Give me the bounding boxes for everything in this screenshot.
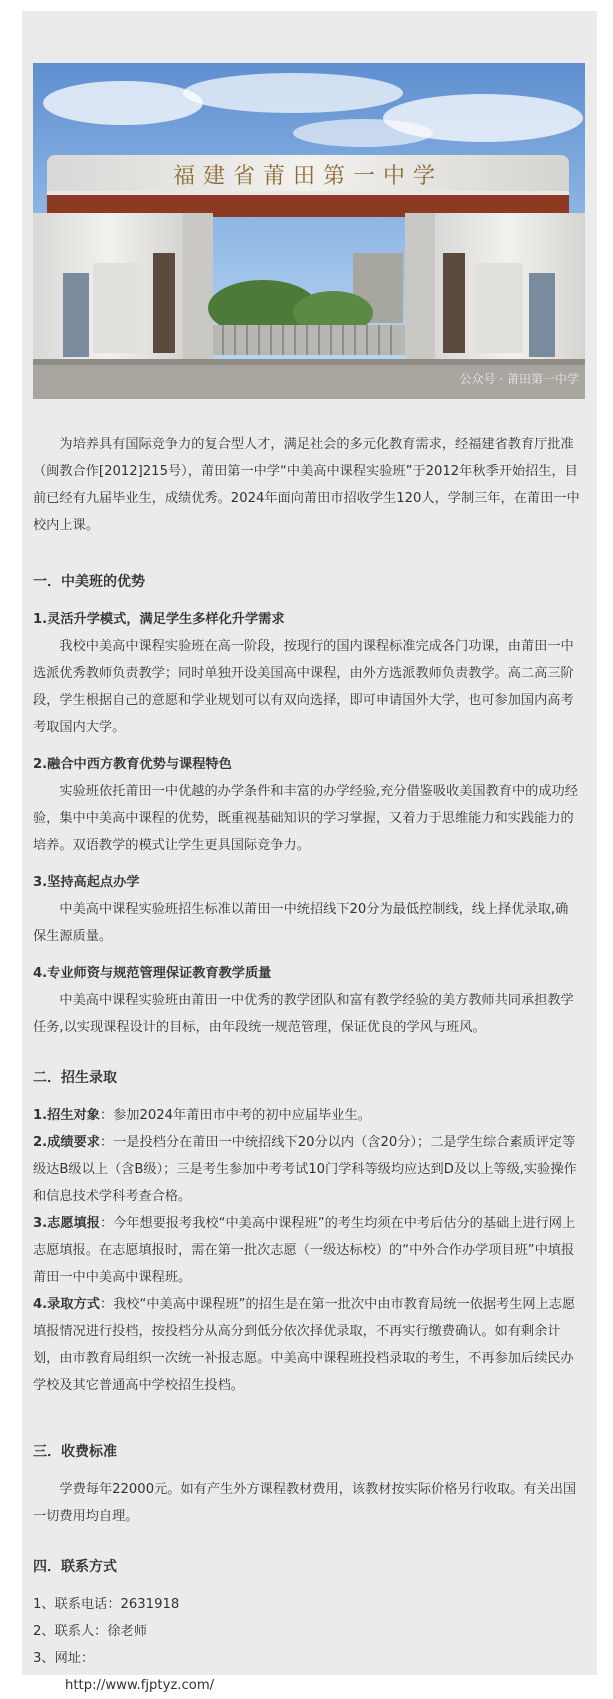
watermark-text: 公众号 · 莆田第一中学 bbox=[459, 372, 579, 386]
admission-label-1: 1.招生对象 bbox=[33, 1108, 100, 1123]
admission-label-3: 3.志愿填报 bbox=[33, 1216, 100, 1231]
advantage-heading-2: 2.融合中西方教育优势与课程特色 bbox=[33, 757, 232, 772]
section-title-advantages: 一．中美班的优势 bbox=[33, 574, 145, 590]
contact-phone: 1、联系电话：2631918 bbox=[33, 1597, 180, 1612]
section-title-fees: 三．收费标准 bbox=[33, 1444, 117, 1460]
advantage-body-2: 实验班依托莆田一中优越的办学条件和丰富的办学经验,充分借鉴吸收美国教育中的成功经验，集中中美高中课程的优势，既重视基础知识的学习掌握，又着力于思维能力和实践能力的培养。双语教学的模式让学生更具国际竞争力。 bbox=[33, 784, 578, 853]
section-title-contact: 四．联系方式 bbox=[33, 1559, 117, 1575]
article-card bbox=[22, 11, 597, 1693]
admission-label-2: 2.成绩要求 bbox=[33, 1135, 100, 1150]
admission-label-4: 4.录取方式 bbox=[33, 1297, 100, 1312]
intro-paragraph: 为培养具有国际竞争力的复合型人才，满足社会的多元化教育需求，经福建省教育厅批准（闽教合作[2012]215号），莆田第一中学“中美高中课程实验班”于2012年秋季开始招生，目前已经有九届毕业生，成绩优秀。2024年面向莆田市招收学生120人，学制三年，在莆田一中校内上课。 bbox=[33, 437, 580, 533]
admission-item-2 bbox=[33, 1129, 581, 1210]
advantage-body-3: 中美高中课程实验班招生标准以莆田一中统招线下20分为最低控制线，线上择优录取,确保生源质量。 bbox=[33, 902, 569, 944]
school-gate-illustration bbox=[33, 63, 585, 399]
advantage-heading-3: 3.坚持高起点办学 bbox=[33, 875, 140, 890]
contact-website-link[interactable]: http://www.fjptyz.com/ bbox=[65, 1678, 215, 1693]
advantage-heading-1: 1.灵活升学模式，满足学生多样化升学需求 bbox=[33, 612, 285, 627]
admission-item-1 bbox=[33, 1102, 581, 1129]
school-gate-photo bbox=[33, 63, 585, 399]
section-title-admission: 二．招生录取 bbox=[33, 1070, 117, 1086]
fees-paragraph: 学费每年22000元。如有产生外方课程教材费用，该教材按实际价格另行收取。有关出国一切费用均自理。 bbox=[33, 1482, 577, 1524]
admission-item-3 bbox=[33, 1210, 581, 1291]
contact-person: 2、联系人：徐老师 bbox=[33, 1624, 147, 1639]
contact-website-label: 3、网址： bbox=[33, 1651, 95, 1666]
advantage-body-1: 我校中美高中课程实验班在高一阶段，按现行的国内课程标准完成各门功课，由莆田一中选派优秀教师负责教学；同时单独开设美国高中课程，由外方选派教师负责教学。高二高三阶段，学生根据自己的意愿和学业规划可以有双向选择，即可申请国外大学，也可参加国内高考考取国内大学。 bbox=[33, 639, 574, 735]
advantage-heading-4: 4.专业师资与规范管理保证教育教学质量 bbox=[33, 966, 272, 981]
admission-item-4 bbox=[33, 1291, 581, 1399]
advantage-body-4: 中美高中课程实验班由莆田一中优秀的教学团队和富有教学经验的美方教师共同承担教学任务,以实现课程设计的目标，由年段统一规范管理，保证优良的学风与班风。 bbox=[33, 993, 574, 1035]
article-body bbox=[33, 431, 581, 1699]
admission-text-4: ：我校“中美高中课程班”的招生是在第一批次中由市教育局统一依据考生网上志愿填报情况进行投档，按投档分从高分到低分依次择优录取，不再实行缴费确认。如有剩余计划，由市教育局组织一次统一补报志愿。中美高中课程班投档录取的考生，不再参加后续民办学校及其它普通高中学校招生投档。 bbox=[33, 1297, 576, 1393]
admission-text-3: ：今年想要报考我校“中美高中课程班”的考生均须在中考后估分的基础上进行网上志愿填报。在志愿填报时，需在第一批次志愿（一级达标校）的“中外合作办学项目班”中填报莆田一中中美高中课程班。 bbox=[33, 1216, 576, 1285]
admission-text-1: ：参加2024年莆田市中考的初中应届毕业生。 bbox=[99, 1108, 371, 1123]
gate-title-text: 福建省莆田第一中学 bbox=[172, 164, 444, 189]
admission-text-2: ：一是投档分在莆田一中统招线下20分以内（含20分）；二是学生综合素质评定等级达B级以上（含B级）；三是考生参加中考考试10门学科等级均应达到D及以上等级,实验操作和信息技术学科考查合格。 bbox=[33, 1135, 577, 1204]
spacer bbox=[33, 1399, 581, 1415]
